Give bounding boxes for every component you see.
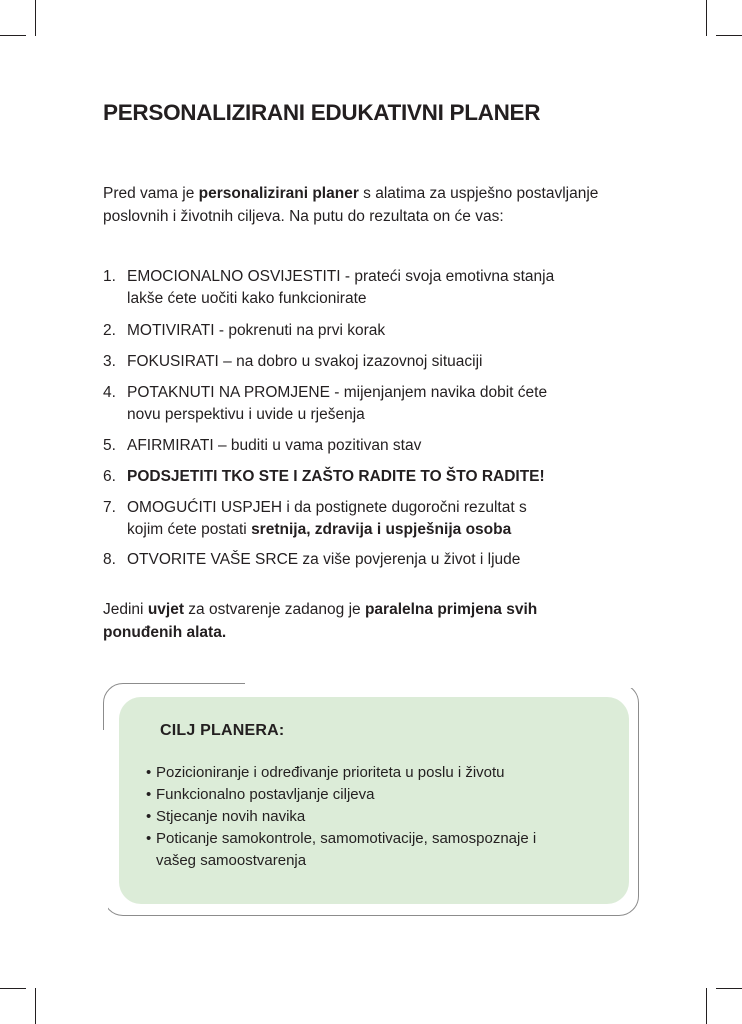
- list-number: 3.: [103, 353, 116, 370]
- list-item: [103, 382, 683, 435]
- list-number: 2.: [103, 322, 116, 339]
- list-text: MOTIVIRATI - pokrenuti na prvi korak: [127, 322, 386, 339]
- list-text: FOKUSIRATI – na dobro u svakoj izazovnoj situaciji: [127, 353, 483, 370]
- page-title: PERSONALIZIRANI EDUKATIVNI PLANER: [103, 100, 541, 125]
- goal-text: Stjecanje novih navika: [156, 808, 306, 825]
- list-item: [103, 497, 683, 549]
- intro-paragraph: [103, 182, 663, 228]
- list-text: EMOCIONALNO OSVIJESTITI - prateći svoja emotivna stanja: [127, 268, 555, 285]
- list-text: OMOGUĆITI USPJEH i da postignete dugoročni rezultat s: [127, 499, 527, 516]
- list-number: 7.: [103, 499, 116, 516]
- list-number: 4.: [103, 384, 116, 401]
- list-item: [103, 351, 683, 382]
- list-text: kojim ćete postati: [127, 521, 252, 538]
- list-item: [103, 549, 683, 580]
- list-text: OTVORITE VAŠE SRCE za više povjerenja u život i ljude: [127, 551, 521, 568]
- list-number: 8.: [103, 551, 116, 568]
- list-text: lakše ćete uočiti kako funkcionirate: [127, 290, 367, 307]
- frame-mask: [245, 680, 645, 688]
- goal-item: [146, 806, 616, 828]
- list-item: [103, 266, 683, 320]
- crop-mark: [706, 988, 707, 1024]
- crop-mark: [35, 0, 36, 36]
- list-text: POTAKNUTI NA PROMJENE - mijenjanjem navika dobit ćete: [127, 384, 548, 401]
- list-item: [103, 466, 683, 497]
- intro-bold: personalizirani planer: [198, 185, 359, 202]
- list-item: [103, 435, 683, 466]
- goal-item: [146, 828, 616, 872]
- outro-paragraph: [103, 598, 663, 644]
- goals-title: CILJ PLANERA:: [160, 722, 285, 739]
- list-text: [127, 519, 683, 541]
- crop-mark: [706, 0, 707, 36]
- intro-text: Pred vama je: [103, 185, 199, 202]
- crop-mark: [716, 35, 742, 36]
- goal-item: [146, 784, 616, 806]
- goal-text: vašeg samoostvarenja: [156, 852, 307, 869]
- outro-bold: uvjet: [147, 601, 184, 618]
- crop-mark: [0, 35, 26, 36]
- outro-text: Jedini: [103, 601, 148, 618]
- list-number: 5.: [103, 437, 116, 454]
- intro-text: poslovnih i životnih ciljeva. Na putu do rezultata on će vas:: [103, 208, 504, 225]
- benefits-list: [103, 266, 683, 580]
- goals-list: [146, 762, 616, 872]
- crop-mark: [0, 988, 26, 989]
- crop-mark: [716, 988, 742, 989]
- list-text-bold: sretnija, zdravija i uspješnija osoba: [251, 521, 512, 538]
- intro-text: s alatima za uspješno postavljanje: [358, 185, 599, 202]
- goal-item: [146, 762, 616, 784]
- goal-text: Poticanje samokontrole, samomotivacije, samospoznaje i: [156, 830, 537, 847]
- list-item: [103, 320, 683, 351]
- list-number: 6.: [103, 468, 116, 485]
- list-text: novu perspektivu i uvide u rješenja: [127, 406, 365, 423]
- frame-mask: [98, 730, 108, 920]
- list-text: AFIRMIRATI – buditi u vama pozitivan stav: [127, 437, 422, 454]
- outro-bold: paralelna primjena svih: [364, 601, 538, 618]
- goal-text: Pozicioniranje i određivanje prioriteta u poslu i životu: [156, 764, 505, 781]
- list-number: 1.: [103, 268, 116, 285]
- goal-text: Funkcionalno postavljanje ciljeva: [156, 786, 375, 803]
- outro-text: za ostvarenje zadanog je: [184, 601, 365, 618]
- outro-bold: ponuđenih alata.: [103, 624, 227, 641]
- list-text-bold: PODSJETITI TKO STE I ZAŠTO RADITE TO ŠTO RADITE!: [127, 468, 545, 485]
- crop-mark: [35, 988, 36, 1024]
